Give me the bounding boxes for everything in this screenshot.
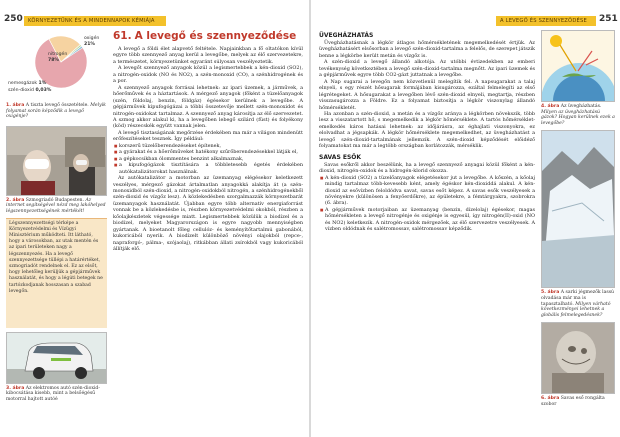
pie-label-co2: szén-dioxid 0,03%: [8, 88, 52, 93]
article-paragraph: Az autókatalizátor a motorban az üzemanyag elégésekor keletkezett veszélyes, mérgező gázokat ártalmatlan anyagokká alakítja át (a szén-monoxidból szén-dioxid, a nitrogén-oxidokból nitrogén, a szénhidrogénekből szén-dioxid és vízgőz lesz). A közlekedésben szorgalmazzák környezetbarát üzemanyagok használatát. Újabban egyre több alternatív energiaforrást vonnak be a közlekedésbe is, részben környezetvédelmi okokból, részben a kőolajkészletek végessége miatt. Legismertebbek közülük a biodízel és a biodízel, melyeket Magyarországon is egyre nagyobb mennyiségben gyártanak. A bioetanolt főleg cellulóz- és keményítőtartalmú gabonából, kukoricából nyerik. A biodízelt különböző növényi olajokból (repce-, napraforgó-, pálma-, szójaolaj), ritkábban állati zsírokból vagy kukoricából állítják elő.: [113, 175, 303, 253]
greenhouse-heading: ÜVEGHÁZHATÁS: [319, 32, 374, 39]
article-bullet: ■ korszerű tüzelőberendezéseket építenek,: [119, 143, 303, 149]
acid-rain-bullets: [319, 175, 535, 233]
fig1-num: 1. ábra: [6, 103, 25, 108]
pie-label-noble-gases: nemesgázok 1%: [8, 81, 47, 86]
glacier-photo: [541, 130, 615, 288]
fig2-num: 2. ábra: [6, 197, 25, 203]
fig3-caption: [6, 386, 107, 403]
page-number-left: 250: [4, 14, 23, 24]
fig2-caption: [6, 198, 107, 215]
greenhouse-paragraph: A szén-dioxid a levegő állandó alkotója. Az utóbbi évtizedekben az emberi tevékenység következtében a levegő szén-dioxid-tartalma megnőtt. Az ipari üzemek és a gépjárművek egyre több CO2-gázt juttatnak a levegőbe.: [319, 59, 535, 79]
greenhouse-diagram: [541, 30, 615, 102]
fig1-caption: [6, 103, 107, 120]
right-sidebar: [541, 30, 615, 408]
article-number: 61.: [113, 30, 132, 42]
article-paragraph: A levegő a földi élet alapvető feltétele. Napjainkban a fő oltatókon kívül egyre több szennyező anyag kerül a levegőbe, melyek az élő szervezetekre, a természetet, környezetünket egyaránt súlyosan veszélyeztetik.: [113, 46, 303, 65]
fig4-question: Milyen az üvegházhatású gázok? Hogyan kerülnek ezek a levegőbe?: [541, 109, 615, 126]
article-bullet: ■ a gyárakat és a hőerőműveket hatékony szűrőberendezésekkel látják el,: [119, 149, 303, 155]
greenhouse-paragraph: Üvegházhatásnak a légkör átlagos hőmérsékletének megemelkedését értjük. Az üvegházhatásért elsősorban a levegő szén-dioxid-tartalma a felelős, de szerepet játszik benne a légkörbe került metán és vízgőz is.: [319, 40, 535, 59]
fig6-num: 6. ábra: [541, 396, 560, 402]
pollution-note-text: Légszennyezettségi térképe a Környezetvédelmi és Vízügyi Minisztérium működteti. Itt látható, hogy a városokban, az utak mentén és az ipari területeken nagy a légszennyezés. Ha a levegő szennyezettsége tüllépi a határértéket, szmogriadót rendelnek el. Ez az elsőt, hogy lehetőleg kerüljük a gépjárművek használatát, és hogy a légúti betegek ne tartózkodjanak hosszasan a szabad levegőn.: [9, 220, 103, 294]
fig4-caption: [541, 104, 615, 126]
acid-rain-bullet: ■ A kén-dioxid (SO2) a tüzelőanyagok elégetésekor jut a levegőbe. A kőszén, a kőolaj mindig tartalmaz több-kevesebb ként, amely égéskor kén-dioxiddá alakul. A kén-dioxid az esővízben feloldódva savat, savas esőt képez. A savas esők veszélyesek a növényekre (különösen a fenyőerdőkre), az épületekre, a fémtárgyakra, szobrokra (6. ábra).: [325, 175, 535, 207]
fig6-text: Savas eső rongálta szobor: [541, 396, 605, 407]
glacier-photo-svg: [542, 131, 615, 288]
fig4-num: 4. ábra: [541, 104, 560, 109]
smog-photo: [6, 126, 107, 196]
electric-car-svg: [7, 333, 107, 384]
greenhouse-diagram-svg: [542, 31, 615, 102]
fig5-caption: [541, 290, 615, 318]
fig4-text: Az üvegházhatás.: [560, 104, 602, 109]
greenhouse-paragraph: Ha azonban a szén-dioxid, a metán és a vízgőz aránya a légkörben növekszik, több lesz a visszatartott hő, s megemelkedik a légkör hőmérséklete. A tartós hőmérséklet-emelkedés káros hatásai lehetnek: az időjárásra, az éghajlati viszonyokra, ez elolvadhat a jégsapkák. A légkör hőmérséklete megemelkedhet, az üvegházhatást a levegő szén-dioxid-tartalmának jellemzik. A szén-dioxid képződését előidéző folyamatokat ma már a legtöbb országban korlátozzák, mérséklik.: [319, 110, 535, 150]
left-sidebar: [6, 30, 107, 402]
left-page: [0, 0, 309, 437]
fig2-question: Az internet segítségével nézd meg lakóhelyed légszennyezettségének mértékét!: [6, 197, 106, 214]
article-title-text: A levegő és szennyeződése: [134, 30, 297, 42]
article-paragraph: A levegőt szennyező anyagok közül a legismertebbek a kén-dioxid (SO2), a nitrogén-oxidok (NO és NO2), a szén-monoxid (CO), a szénhidrogének és a por.: [113, 65, 303, 85]
fig5-text: A sarki jégmezők lassú olvadása már ma is tapasztalható.: [541, 290, 615, 307]
fig3-num: 3. ábra: [6, 385, 25, 391]
acid-rain-body: [319, 162, 535, 233]
smog-photo-svg: [7, 127, 107, 196]
fig1-text: A tiszta levegő összetétele.: [25, 103, 89, 108]
pollution-note-box: [6, 218, 107, 328]
article-61: [113, 30, 303, 253]
greenhouse-paragraph: A Nap sugarai a levegőn nem közvetlenül melegítik fel. A napsugarakat a talaj elnyeli, s egy részét hősugarak formájában kisugározza, ezáltal felmelegíti az első légrétegeket. A hősugarakat a levegőben lévő szén-dioxid elnyeli, megtartja, részben visszasugározza a Földre. Ez a folyamat biztosítja a légkör viszonylag állandó hőmérsékletét.: [319, 78, 535, 111]
fig3-text: Az elektromos autó szén-dioxid-kibocsátása kisebb, mint a belsőégésű motorral hajtott autóé: [6, 385, 100, 402]
fig5-num: 5. ábra: [541, 290, 560, 296]
article-body: [113, 46, 303, 253]
right-main-column: [319, 30, 535, 233]
electric-car-photo: [6, 332, 107, 384]
greenhouse-body: [319, 40, 535, 150]
article-paragraph: A szennyező anyagok forrásai lehetnek: az ipari üzemek, a járművek, a hőerőművek és a háztartások. A mérgező anyagok (főként a tüzelőanyagok (szén, földolaj, benzin, földgáz) égésekor kerülnek a levegőbe. A gépjárművek kipufogógázai a többi összetevője mellett szén-monoxidot és nitrogén-oxidokat tartalmaz. A szennyező anyag károsítja az élő szervezetet. A szmog akkor alakul ki, ha a levegőben lebegő szilárd (füst) és folyékony (köd) részecskék együtt vannak jelen.: [113, 84, 303, 130]
statue-photo: [541, 322, 615, 394]
acid-rain-intro: Savas esőkről akkor beszélünk, ha a levegő szennyező anyagai közül főként a kén-dioxid, nitrogén-oxidok és a hidrogén-klorid okozza.: [319, 161, 535, 175]
running-head-right: A LEVEGŐ ÉS SZENNYEZŐDÉSE: [500, 18, 587, 24]
pie-label-oxygen: oxigén 21%: [84, 36, 100, 47]
fig2-text: Szmogriadó Budapesten.: [25, 197, 84, 203]
acid-rain-bullet: ■ A gépjárművek motorjaiban az üzemanyag (benzin, dízelolaj) égésekor, magas hőmérsékleten a levegő nitrogénje és oxigénje is egyesül, így nitrogén(II)-oxid (NO és NO2) keletkezik. A nitrogén-oxidok mérgezőek, az élő szervezetre veszélyesek. A vízben oldódnak és salétromossav, salétromossav képződik.: [325, 207, 535, 233]
article-bullets: [113, 143, 303, 175]
fig1-question: Melyik folyamat során képződik a levegő oxigénje?: [6, 103, 106, 120]
page-number-right: 251: [599, 14, 618, 24]
fig5-question: Milyen várható következményei lehetnek a globális felmelegedésnek?: [541, 301, 611, 318]
article-bullet: ■ a kipufogógázok tisztítására a többletesebb égetés érdekében autókatalizátorokat használnak.: [119, 162, 303, 175]
statue-photo-svg: [542, 323, 615, 394]
fig6-caption: [541, 396, 615, 407]
article-title: [113, 30, 303, 43]
article-paragraph: A levegő tisztaságának megőrzése érdekében ma már a világon mindenütt erőfeszítéseket tesznek. Így például:: [113, 129, 303, 143]
acid-rain-heading: SAVAS ESŐK: [319, 153, 362, 161]
pie-label-nitrogen: nitrogén 78%: [48, 52, 68, 63]
running-head-left: KÖRNYEZETÜNK ÉS A MINDENNAPOK KÉMIÁJA: [28, 18, 155, 24]
air-composition-pie: [6, 30, 107, 100]
article-bullet: ■ a gépkocsikban ólommentes benzint alkalmaznak,: [119, 156, 303, 162]
right-page: [311, 0, 620, 437]
